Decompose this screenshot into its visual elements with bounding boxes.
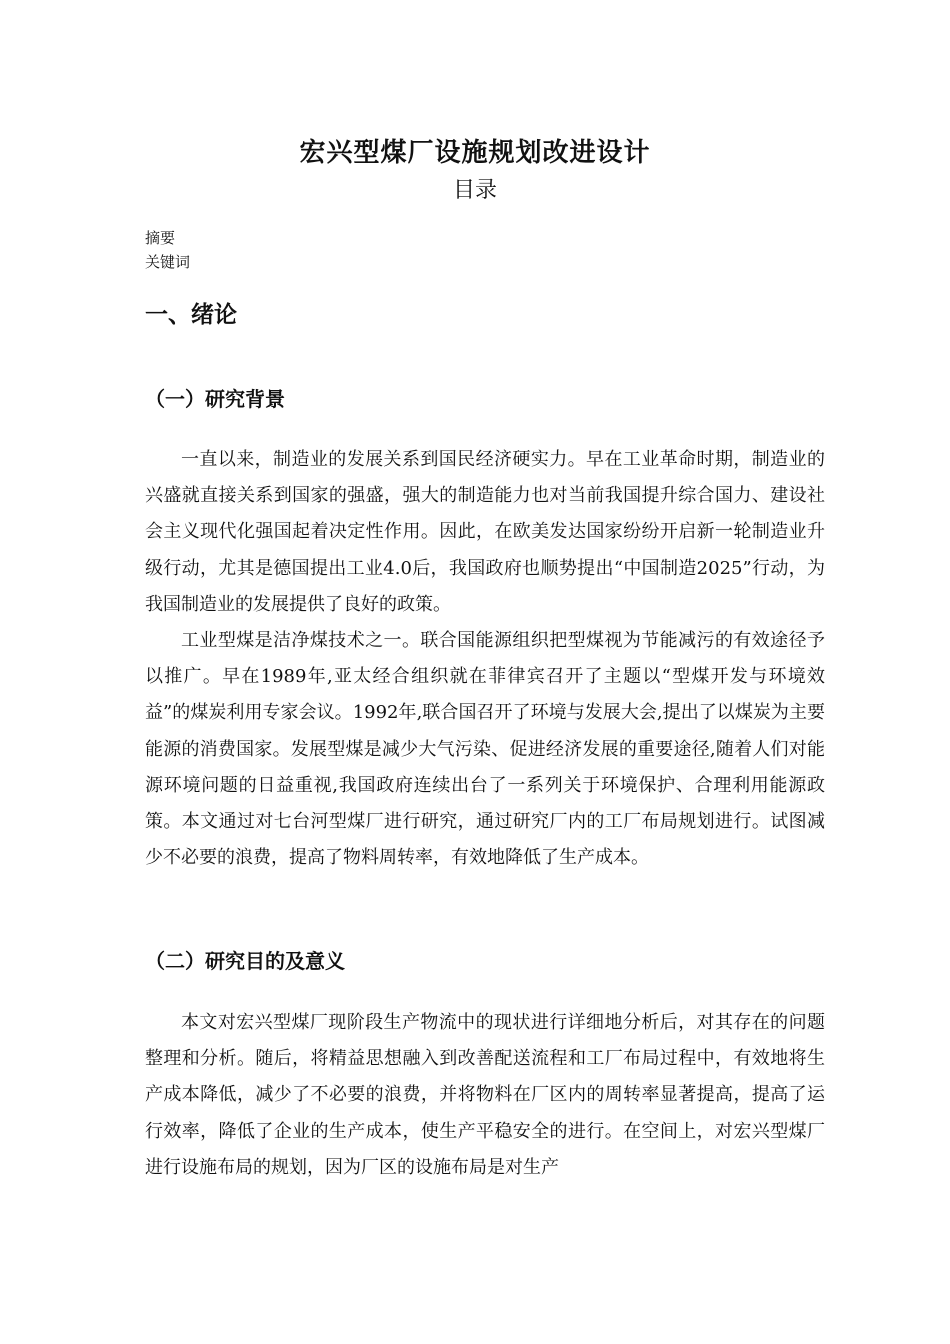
body-paragraph: 本文对宏兴型煤厂现阶段生产物流中的现状进行详细地分析后，对其存在的问题整理和分析。随后，将精益思想融入到改善配送流程和工厂布局过程中，有效地将生产成本降低，减少了不必要的浪费，并将物料在厂区内的周转率显著提高，提高了运行效率，降低了企业的生产成本，使生产平稳安全的进行。在空间上，对宏兴型煤厂进行设施布局的规划，因为厂区的设施布局是对生产: [145, 1012, 825, 1178]
subsection-heading-background: （一）研究背景: [145, 387, 285, 411]
subsection-heading-purpose: （二）研究目的及意义: [145, 949, 345, 973]
section-heading-introduction: 一、绪论: [145, 301, 237, 328]
toc-list: [145, 226, 190, 274]
toc-item-keywords[interactable]: 关键词: [145, 253, 191, 271]
toc-heading: 目录: [452, 178, 497, 203]
document-title: 宏兴型煤厂设施规划改进设计: [299, 138, 651, 168]
toc-item-abstract[interactable]: 摘要: [145, 229, 176, 247]
body-paragraph: 工业型煤是洁净煤技术之一。联合国能源组织把型煤视为节能减污的有效途径予以推广。早在1989年,亚太经合组织就在菲律宾召开了主题以“型煤开发与环境效益”的煤炭利用专家会议。1992年,联合国召开了环境与发展大会,提出了以煤炭为主要能源的消费国家。发展型煤是减少大气污染、促进经济发展的重要途径,随着人们对能源环境问题的日益重视,我国政府连续出台了一系列关于环境保护、合理利用能源政策。本文通过对七台河型煤厂进行研究，通过研究厂内的工厂布局规划进行。试图减少不必要的浪费，提高了物料周转率，有效地降低了生产成本。: [145, 630, 825, 869]
body-paragraph: 一直以来，制造业的发展关系到国民经济硬实力。早在工业革命时期，制造业的兴盛就直接关系到国家的强盛，强大的制造能力也对当前我国提升综合国力、建设社会主义现代化强国起着决定性作用。因此，在欧美发达国家纷纷开启新一轮制造业升级行动，尤其是德国提出工业4.0后，我国政府也顺势提出“中国制造2025”行动，为我国制造业的发展提供了良好的政策。: [145, 449, 825, 615]
